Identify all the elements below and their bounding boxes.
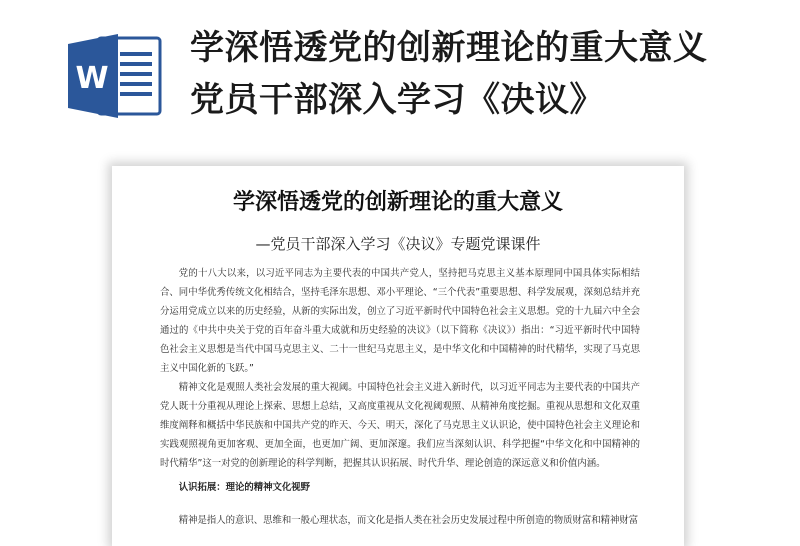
document-page [112,166,684,546]
section-heading: 认识拓展：理论的精神文化视野 [178,482,311,493]
paragraph-1: 党的十八大以来，以习近平同志为主要代表的中国共产党人，坚持把马克思主义基本原理同中国具体实际相结合、同中华优秀传统文化相结合，坚持毛泽东思想、邓小平理论、“三个代表”重要思想、科学发展观，深刻总结并充分运用党成立以来的历史经验，从新的实际出发，创立了习近平新时代中国特色社会主义思想。党的十九届六中全会通过的《中共中央关于党的百年奋斗重大成就和历史经验的决议》（以下简称《决议》）指出：“习近平新时代中国特色社会主义思想是当代中国马克思主义、二十一世纪马克思主义，是中华文化和中国精神的时代精华，实现了马克思主义中国化新的飞跃。” [160,268,640,374]
document-subtitle: —党员干部深入学习《决议》专题党课课件 [255,235,541,253]
word-document-icon [62,26,166,126]
header [0,0,800,160]
paragraph-2: 精神文化是观照人类社会发展的重大视阈。中国特色社会主义进入新时代，以习近平同志为主要代表的中国共产党人既十分重视从理论上探索、思想上总结，又高度重视从文化视阈观照、从精神角度挖掘。重视从思想和文化双重维度阐释和概括中华民族和中国共产党的昨天、今天、明天，深化了马克思主义认识论，使中国特色社会主义理论和实践观照视角更加客观、更加全面，也更加广阔、更加深邃。我们应当深刻认识、科学把握“中华文化和中国精神的时代精华”这一对党的创新理论的科学判断，把握其认识拓展、时代升华、理论创造的深远意义和价值内涵。 [160,382,640,469]
document-title: 学深悟透党的创新理论的重大意义 [232,190,563,215]
page-title: 学深悟透党的创新理论的重大意义 党员干部深入学习《决议》 [190,28,708,120]
word-icon-letter: W [75,61,109,96]
paragraph-3: 精神是指人的意识、思维和一般心理状态，而文化是指人类在社会历史发展过程中所创造的物质财富和精神财富 [178,515,639,526]
